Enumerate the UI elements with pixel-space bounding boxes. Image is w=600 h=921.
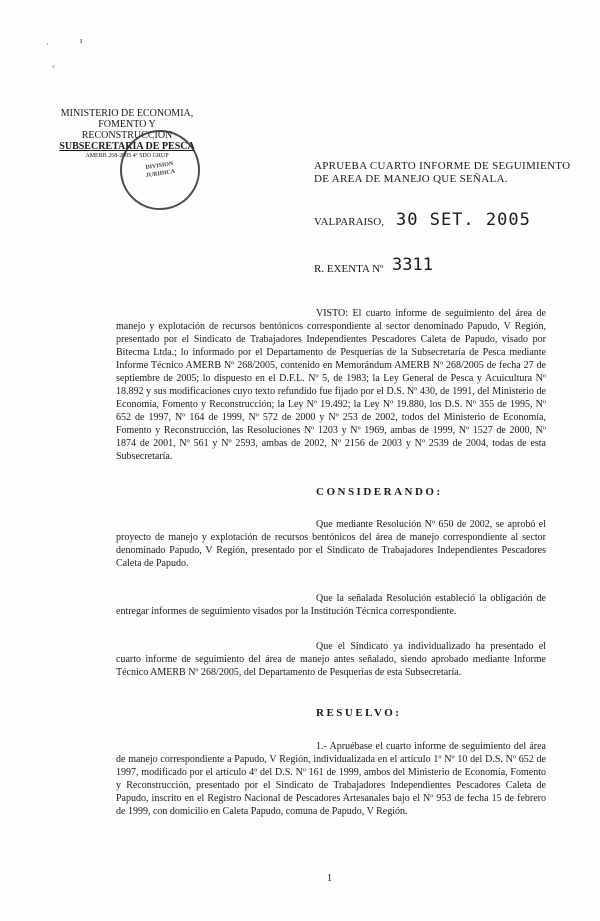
- ministry-line-2: FOMENTO Y RECONSTRUCCION: [81, 119, 173, 141]
- scan-mark: ı: [80, 36, 83, 45]
- resuelvo-heading: RESUELVO:: [316, 707, 402, 719]
- resuelvo-text-1: 1.- Apruébase el cuarto informe de seguimiento del área de manejo correspondiente a Papudo, V Región, individualizada en el artículo 1º Nº 10 del D.S. Nº 652 de 1997, modificado por el artículo 4º del D.S. Nº 161 de 1999, ambos del Ministerio de Economía, Fomento y Reconstrucción, presentado por el Sindicato de Trabajadores Independientes Pescadores Caleta de Papudo, inscrito en el Registro Nacional de Pescadores Artesanales bajo el Nº 953 de fecha 15 de febrero de 1999, con domicilio en Caleta Papudo, comuna de Papudo, V Región.: [116, 741, 546, 817]
- scan-mark: ·: [46, 40, 49, 49]
- resolution-number: 3311: [392, 255, 433, 275]
- ministry-reference: AMERB 268-2005 4º SDO GRUP: [85, 153, 169, 159]
- considerando-text-1: Que mediante Resolución Nº 650 de 2002, se aprobó el proyecto de manejo y explotación de recursos bentónicos del área de manejo correspondiente al sector denominado Papudo, V Región, presentado por el Sindicato de Trabajadores Independientes Pescadores Caleta de Papudo.: [116, 519, 546, 569]
- subject-line-1: APRUEBA CUARTO INFORME DE SEGUIMIENTO: [314, 160, 571, 172]
- resolution-label: R. EXENTA Nº: [314, 263, 384, 275]
- visto-text: VISTO: El cuarto informe de seguimiento del área de manejo y explotación de recursos bentónicos correspondiente al sector denominado Papudo, V Región, presentado por el Sindicato de Trabajadores Independientes Pescadores Caleta de Papudo, visado por Bitecma Ltda.; lo informado por el Departamento de Pesquerías de la Subsecretaría de Pesca mediante Informe Técnico AMERB Nº 268/2005, contenido en Memorándum AMERB Nº 268/2005 de fecha 27 de septiembre de 2005; lo dispuesto en el D.F.L. Nº 5, de 1983; la Ley General de Pesca y Acuicultura Nº 18.892 y sus modificaciones cuyo texto refundido fue fijado por el D.S. Nº 430, de 1991, del Ministerio de Economía, Fomento y Reconstrucción; la Ley Nº 19.492; la Ley Nº 19.880, los D.S. Nº 355 de 1995, Nº 652 de 1997, Nº 164 de 1999, Nº 572 de 2000 y Nº 253 de 2002, todos del Ministerio de Economía, Fomento y Reconstrucción, las Resoluciones Nº 1203 y Nº 1969, ambas de 1999, Nº 1527 de 2000, Nº 1874 de 2001, Nº 561 y Nº 2593, ambas de 2002, Nº 2156 de 2003 y Nº 2539 de 2004, todas de esta Subsecretaría.: [116, 308, 546, 462]
- ministry-line-3: SUBSECRETARIA DE PESCA: [59, 141, 195, 152]
- ministry-line-1: MINISTERIO DE ECONOMIA,: [60, 108, 194, 119]
- considerando-paragraph-3: [116, 640, 546, 679]
- resolution-subject: [314, 160, 570, 186]
- considerando-paragraph-1: [116, 518, 546, 570]
- considerando-text-2: Que la señalada Resolución estableció la obligación de entregar informes de seguimiento visados por la Institución Técnica correspondiente.: [116, 593, 546, 617]
- scan-mark: ◦: [52, 62, 55, 71]
- considerando-paragraph-2: [116, 592, 546, 618]
- considerando-text-3: Que el Sindicato ya individualizado ha presentado el cuarto informe de seguimiento del área de manejo antes señalado, siendo aprobado mediante Informe Técnico AMERB Nº 268/2005, del Departamento de Pesquerías de esta Subsecretaría.: [116, 641, 546, 678]
- date-stamp: 30 SET. 2005: [396, 210, 531, 230]
- resuelvo-paragraph-1: [116, 740, 546, 818]
- place-label: VALPARAISO,: [314, 216, 384, 228]
- subject-line-2: DE AREA DE MANEJO QUE SEÑALA.: [314, 173, 508, 185]
- considerando-heading: CONSIDERANDO:: [316, 486, 443, 498]
- page-number: 1: [327, 873, 332, 884]
- stamp-line-2: JURIDICA: [145, 168, 176, 179]
- stamp-line-1: DIVISION: [145, 161, 174, 171]
- visto-paragraph: [116, 307, 546, 463]
